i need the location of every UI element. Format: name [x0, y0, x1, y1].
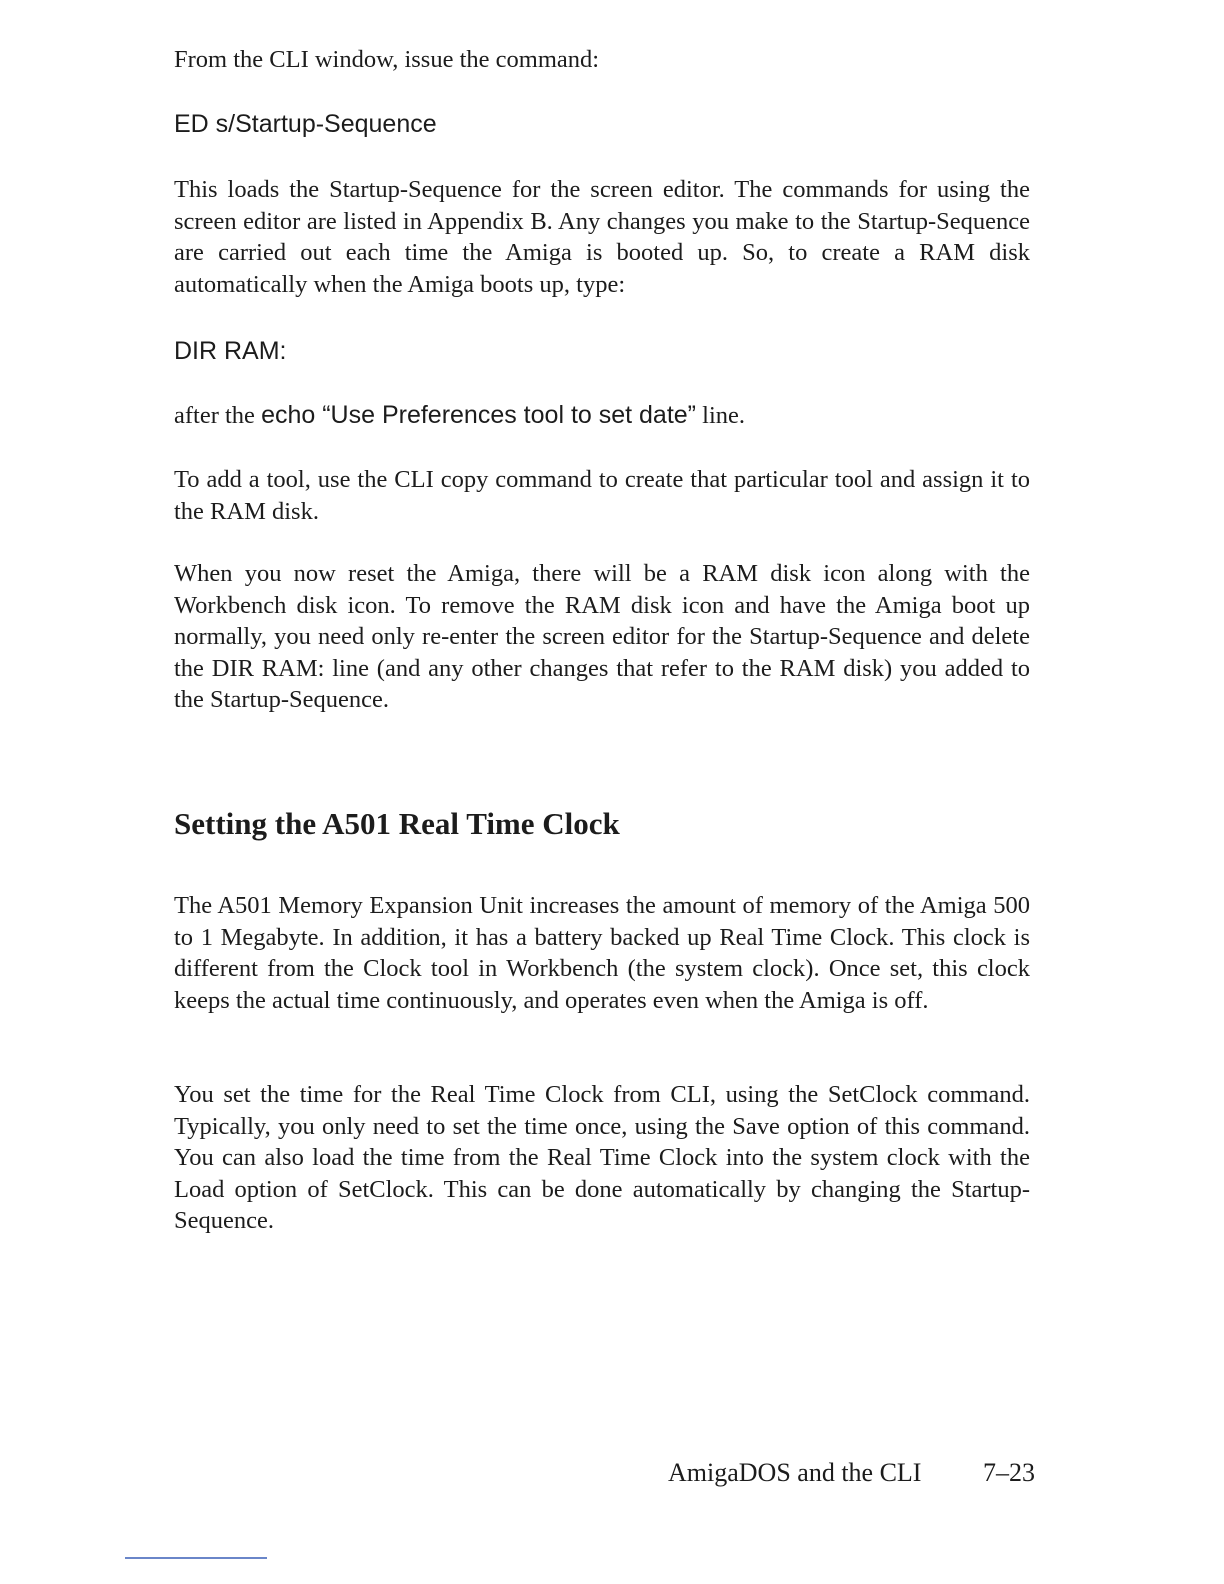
- command-ed-startup: ED s/Startup-Sequence: [174, 110, 437, 138]
- paragraph-add-tool: To add a tool, use the CLI copy command to create that particular tool and assign it to the RAM disk.: [174, 466, 1030, 525]
- echo-command: echo “Use Preferences tool to set date”: [261, 401, 697, 429]
- paragraph-loads-startup: This loads the Startup-Sequence for the screen editor. The commands for using the screen editor are listed in Appendix B. Any changes you make to the Startup-Sequence are carried out each time the Amiga is booted up. So, to create a RAM disk automatically when the Amiga boots up, type:: [174, 176, 1030, 298]
- after-prefix: after the: [174, 402, 262, 429]
- after-suffix: line.: [696, 402, 746, 429]
- footer-title: AmigaDOS and the CLI: [668, 1458, 922, 1487]
- intro-text: From the CLI window, issue the command:: [174, 46, 600, 73]
- paragraph-after-echo: [174, 400, 1030, 432]
- command-dir-ram: DIR RAM:: [174, 337, 287, 365]
- page-number: 7–23: [983, 1458, 1035, 1487]
- bottom-divider: [125, 1557, 267, 1559]
- paragraph-a501: The A501 Memory Expansion Unit increases the amount of memory of the Amiga 500 to 1 Megabyte. In addition, it has a battery backed up Real Time Clock. This clock is different from the Clock tool in Workbench (the system clock). Once set, this clock keeps the actual time continuously, and operates even when the Amiga is off.: [174, 892, 1030, 1014]
- paragraph-reset-amiga: When you now reset the Amiga, there will be a RAM disk icon along with the Workbench disk icon. To remove the RAM disk icon and have the Amiga boot up normally, you need only re-enter the screen editor for the Startup-Sequence and delete the DIR RAM: line (and any other changes that refer to the RAM disk) you added to the Startup-Sequence.: [174, 560, 1030, 713]
- section-heading: Setting the A501 Real Time Clock: [174, 806, 620, 841]
- paragraph-setclock: You set the time for the Real Time Clock from CLI, using the SetClock command. Typically, you only need to set the time once, using the Save option of this command. You can also load the time from the Real Time Clock into the system clock with the Load option of SetClock. This can be done automatically by changing the Startup-Sequence.: [174, 1081, 1030, 1234]
